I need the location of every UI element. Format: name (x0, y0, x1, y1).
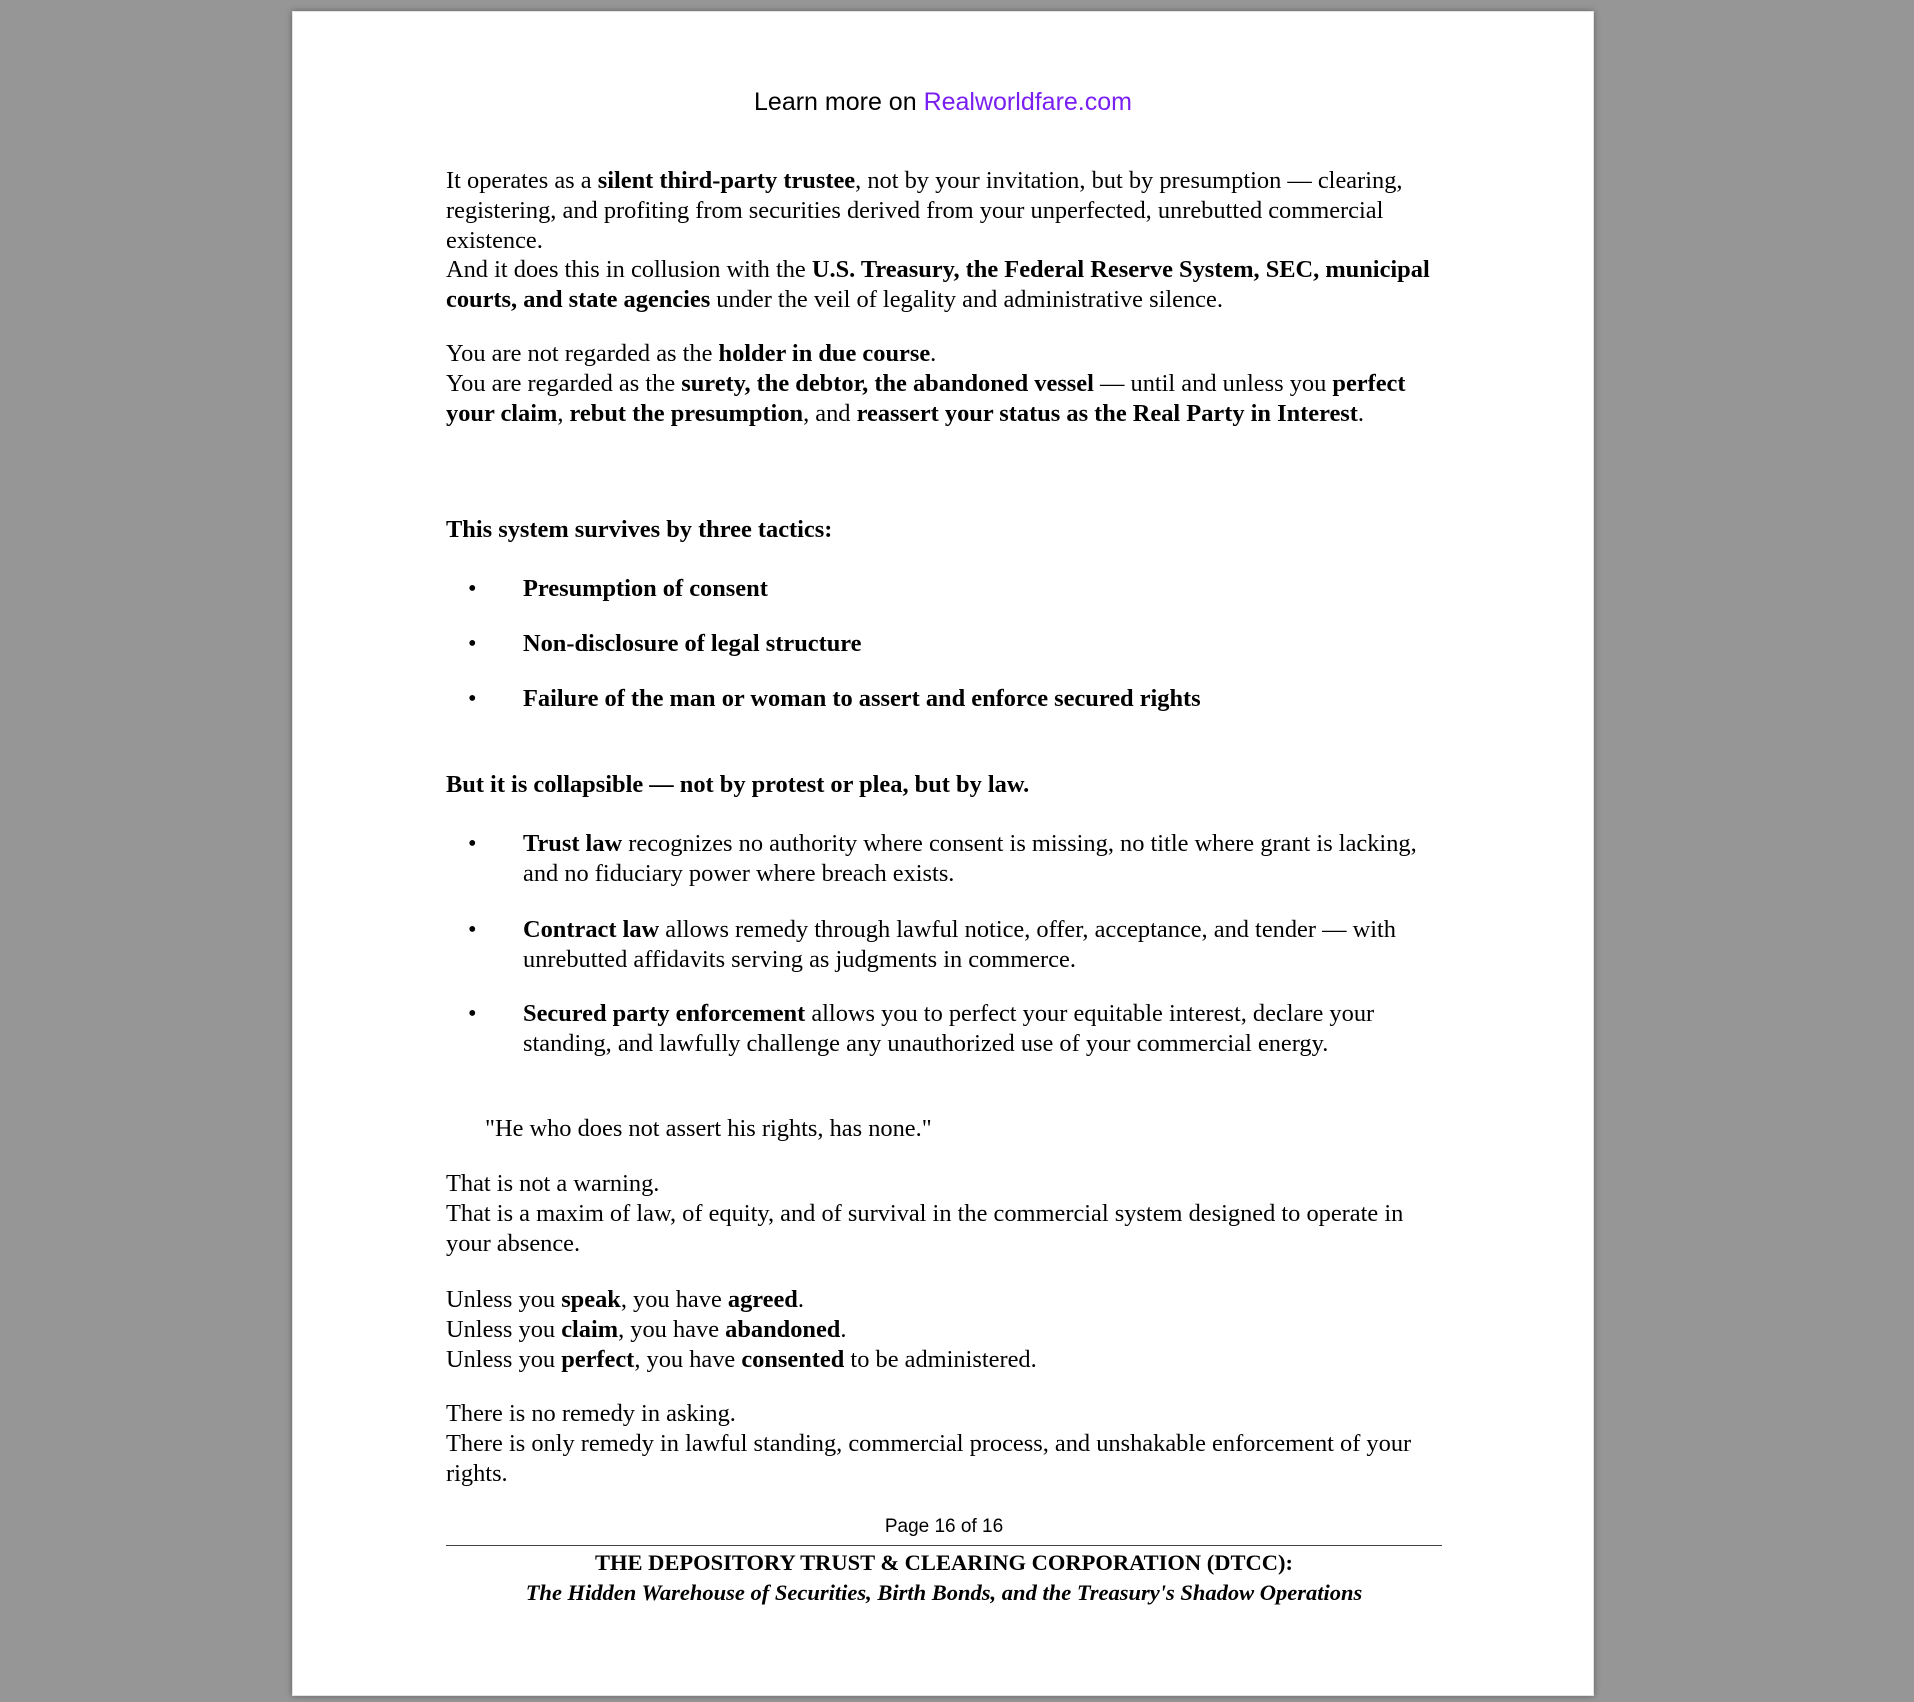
text: Unless you (446, 1315, 562, 1343)
document-title: THE DEPOSITORY TRUST & CLEARING CORPORATION (DTCC): (594, 1550, 1294, 1575)
bold-text: speak (561, 1286, 621, 1313)
text: Unless you (446, 1286, 562, 1313)
bullet-icon: • (468, 575, 477, 602)
bullet-icon: • (468, 1000, 477, 1027)
document-subtitle: The Hidden Warehouse of Securities, Birth Bonds, and the Treasury's Shadow Operations (525, 1580, 1363, 1605)
paragraph-line: That is not a warning. (446, 1170, 660, 1197)
bold-text: surety, the debtor, the abandoned vessel (681, 369, 1094, 397)
text: , you have (620, 1286, 728, 1313)
paragraph-warning (446, 1169, 1446, 1258)
list-item-text: Failure of the man or woman to assert and enforce secured rights (523, 685, 1201, 712)
paragraph-line (446, 369, 1446, 429)
heading-text: This system survives by three tactics: (446, 516, 833, 543)
paragraph-line (446, 1285, 1446, 1315)
paragraph-line: There is only remedy in lawful standing, commercial process, and unshakable enforcement of your rights. (446, 1429, 1412, 1487)
bullet-icon: • (468, 916, 477, 943)
bold-text: perfect your claim (446, 369, 1406, 427)
maxim-quote: "He who does not assert his rights, has none." (485, 1115, 932, 1142)
bold-text: silent third-party trustee (597, 167, 856, 194)
text: You are regarded as the (446, 369, 682, 397)
text: , you have (618, 1315, 726, 1343)
bold-text: Contract law (523, 916, 660, 943)
text: under the veil of legality and administrative silence. (710, 286, 1223, 314)
paragraph-line (446, 1345, 1446, 1375)
promo-prefix: Learn more on (754, 88, 924, 116)
text: . (930, 340, 937, 367)
bold-text: abandoned (725, 1315, 841, 1343)
website-link[interactable]: Realworldfare.com (923, 88, 1132, 116)
bold-text: rebut the presumption (569, 399, 804, 427)
text: It operates as a (446, 167, 598, 194)
bold-text: agreed (727, 1286, 798, 1313)
text: And it does this in collusion with the (446, 256, 812, 284)
bold-text: claim (561, 1315, 619, 1343)
paragraph-remedy (446, 1399, 1446, 1488)
bold-text: consented (741, 1345, 845, 1373)
footer-divider (446, 1545, 1442, 1546)
paragraph-status (446, 339, 1446, 428)
paragraph-line (446, 255, 1446, 315)
text: . (840, 1315, 847, 1343)
text: allows remedy through lawful notice, offer, acceptance, and tender — with unrebutted affidavits serving as judgments in commerce. (523, 916, 1396, 973)
paragraph-line (446, 339, 1446, 369)
bullet-icon: • (468, 685, 477, 712)
bullet-icon: • (468, 830, 477, 857)
heading-text: But it is collapsible — not by protest or plea, but by law. (446, 771, 1030, 798)
text: to be administered. (844, 1345, 1037, 1373)
document-page (292, 11, 1594, 1696)
bold-text: holder in due course (718, 340, 931, 367)
bold-text: reassert your status as the Real Party in Interest (856, 399, 1358, 427)
text: recognizes no authority where consent is missing, no title where grant is lacking, and no fiduciary power where breach exists. (523, 830, 1417, 887)
collapsible-heading (446, 770, 1446, 800)
paragraph-line: That is a maxim of law, of equity, and of survival in the commercial system designed to operate in your absence. (446, 1199, 1404, 1257)
bold-text: U.S. Treasury, the Federal Reserve System, SEC, municipal courts, and state agencies (446, 256, 1430, 314)
text: Unless you (446, 1345, 562, 1373)
tactics-heading (446, 515, 1446, 545)
text: — until and unless you (1093, 369, 1333, 397)
list-item-text: Presumption of consent (523, 575, 768, 602)
paragraph-line (446, 166, 1446, 255)
text: You are not regarded as the (446, 340, 719, 367)
paragraph-line (446, 1315, 1446, 1345)
bullet-icon: • (468, 630, 477, 657)
text: , not by your invitation, but by presumption — clearing, registering, and profiting from securities derived from your unperfected, unrebutted commercial existence. (446, 167, 1403, 254)
bold-text: Trust law (523, 830, 623, 857)
text: , and (803, 399, 857, 427)
paragraph-line: There is no remedy in asking. (446, 1400, 736, 1427)
text: , (557, 399, 570, 427)
text: allows you to perfect your equitable interest, declare your standing, and lawfully challenge any unauthorized use of your commercial energy. (523, 1000, 1375, 1057)
paragraph-trustee (446, 166, 1446, 315)
paragraph-unless (446, 1285, 1446, 1374)
list-item-text: Non-disclosure of legal structure (523, 630, 862, 657)
promo-header (293, 87, 1593, 117)
bold-text: Secured party enforcement (523, 1000, 806, 1027)
text: . (797, 1286, 804, 1313)
text: . (1357, 399, 1365, 427)
text: , you have (634, 1345, 742, 1373)
bold-text: perfect (561, 1345, 635, 1373)
page-number: Page 16 of 16 (884, 1516, 1004, 1537)
